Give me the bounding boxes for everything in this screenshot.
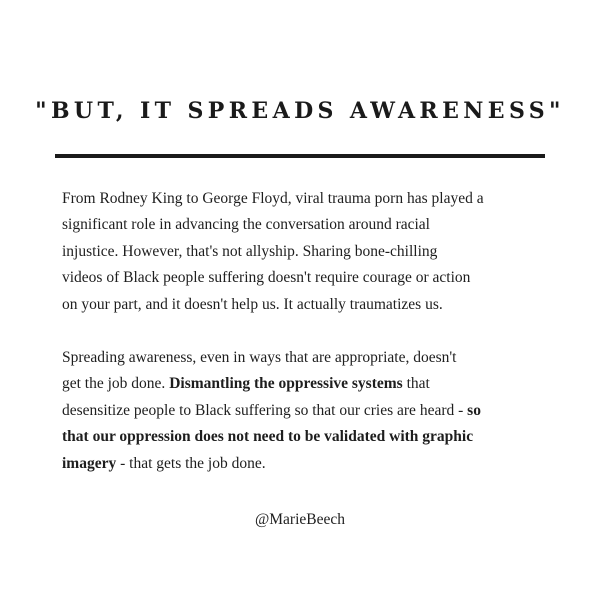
paragraph-intro — [62, 186, 542, 318]
paragraph-line — [62, 451, 542, 477]
line-text: get the job done. — [62, 375, 170, 393]
paragraph-line: videos of Black people suffering doesn't require courage or action — [62, 269, 471, 287]
line-text: Spreading awareness, even in ways that are appropriate, doesn't — [62, 349, 457, 366]
line-text: - that gets the job done. — [116, 454, 266, 472]
author-handle: @MarieBeech — [254, 511, 345, 528]
paragraph-line — [62, 371, 542, 397]
paragraph-line — [62, 424, 542, 450]
post-title: "BUT, IT SPREADS AWARENESS" — [35, 98, 565, 124]
title-divider — [55, 154, 545, 158]
emphasis-text: so — [467, 401, 481, 419]
emphasis-text: imagery — [62, 454, 117, 472]
emphasis-text: Dismantling the oppressive systems — [169, 375, 403, 393]
line-text: that — [402, 375, 430, 393]
paragraph-line — [62, 345, 542, 371]
paragraph-line: From Rodney King to George Floyd, viral trauma porn has played a — [62, 190, 484, 207]
emphasis-text: that our oppression does not need to be validated with graphic — [62, 428, 474, 446]
paragraph-line — [62, 398, 542, 424]
paragraph-line: significant role in advancing the conversation around racial — [62, 216, 430, 234]
paragraph-line: on your part, and it doesn't help us. It actually traumatizes us. — [62, 295, 443, 313]
paragraph-conclusion — [62, 345, 542, 477]
line-text: desensitize people to Black suffering so that our cries are heard - — [62, 401, 468, 419]
paragraph-line: injustice. However, that's not allyship. Sharing bone-chilling — [62, 242, 438, 260]
